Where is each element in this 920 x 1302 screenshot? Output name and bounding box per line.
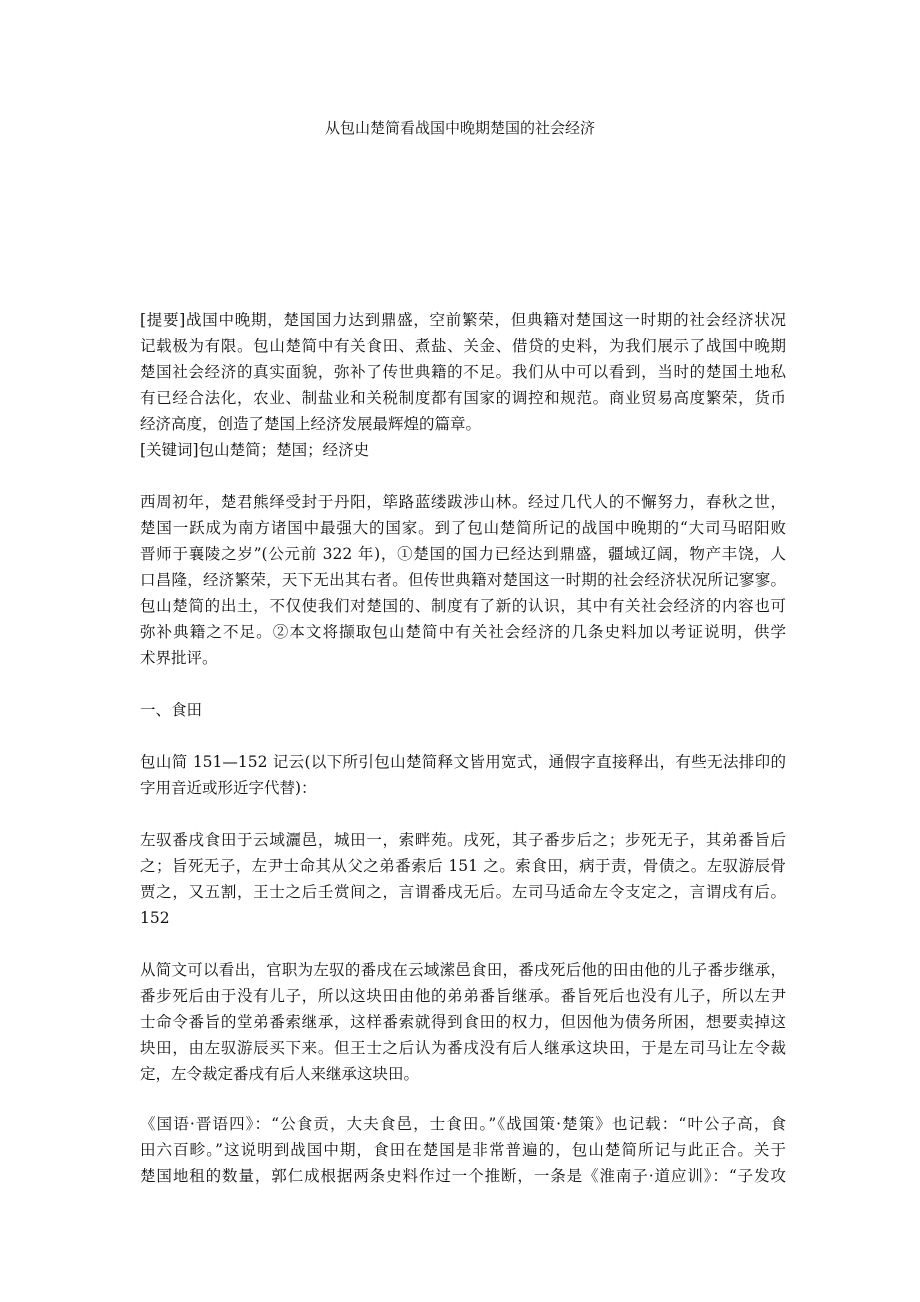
text-line: 包山楚简的出土，不仅使我们对楚国的、制度有了新的认识，其中有关社会经济的内容也可 xyxy=(140,597,786,615)
section-intro-paragraph xyxy=(140,749,786,801)
text-line: 楚国地租的数量，郭仁成根据两条史料作过一个推断，一条是《淮南子·道应训》：“子发攻 xyxy=(140,1167,786,1185)
text-line: 口昌隆，经济繁荣，天下无出其右者。但传世典籍对楚国这一时期的社会经济状况所记寥寥。 xyxy=(140,571,786,589)
text-line: 字用音近或形近字代替)： xyxy=(140,779,317,797)
sources-paragraph xyxy=(140,1111,786,1189)
text-line: 包山简 151—152 记云(以下所引包山楚简释文皆用宽式，通假字直接释出，有些无法排印的 xyxy=(140,753,786,771)
text-line: 经济高度，创造了楚国上经济发展最辉煌的篇章。 xyxy=(140,415,482,433)
text-line: 152 xyxy=(140,909,170,927)
text-line: 术界批评。 xyxy=(140,649,218,667)
text-line: 左驭番戌食田于云域灑邑，城田一，索畔苑。戌死，其子番步后之；步死无子，其弟番旨后 xyxy=(140,831,786,849)
text-line: 楚国社会经济的真实面貌，弥补了传世典籍的不足。我们从中可以看到，当时的楚国土地私 xyxy=(140,363,786,381)
text-line: 之；旨死无子，左尹士命其从父之弟番索后 151 之。索食田，病于责，骨债之。左驭游辰骨 xyxy=(140,857,786,875)
section-heading-block xyxy=(140,697,786,723)
section-heading: 一、食田 xyxy=(140,701,203,719)
text-line: 从简文可以看出，官职为左驭的番戌在云域潆邑食田，番戌死后他的田由他的儿子番步继承， xyxy=(140,961,786,979)
text-line: 西周初年，楚君熊绎受封于丹阳，筚路蓝缕跋涉山林。经过几代人的不懈努力，春秋之世， xyxy=(140,493,786,511)
text-line: 弥补典籍之不足。②本文将撷取包山楚简中有关社会经济的几条史料加以考证说明，供学 xyxy=(140,623,786,641)
text-line: 块田，由左驭游辰买下来。但王士之后认为番戌没有后人继承这块田，于是左司马让左令裁 xyxy=(140,1039,786,1057)
text-line: 番步死后由于没有儿子，所以这块田由他的弟弟番旨继承。番旨死后也没有儿子，所以左尹 xyxy=(140,987,786,1005)
intro-paragraph xyxy=(140,489,786,671)
text-line: 贾之，又五割，王士之后壬赏间之，言谓番戌无后。左司马适命左令支定之，言谓戌有后。 xyxy=(140,883,786,901)
text-line: 田六百畛。”这说明到战国中期，食田在楚国是非常普遍的，包山楚简所记与此正合。关于 xyxy=(140,1141,786,1159)
text-line: 有已经合法化，农业、制盐业和关税制度都有国家的调控和规范。商业贸易高度繁荣，货币 xyxy=(140,389,786,407)
abstract xyxy=(140,307,786,463)
text-line: 记载极为有限。包山楚简中有关食田、煮盐、关金、借贷的史料，为我们展示了战国中晚期 xyxy=(140,337,786,355)
text-line: [关键词]包山楚简；楚国；经济史 xyxy=(140,441,370,459)
text-line: [提要]战国中晚期，楚国国力达到鼎盛，空前繁荣，但典籍对楚国这一时期的社会经济状况 xyxy=(140,311,786,329)
document-title: 从包山楚简看战国中晚期楚国的社会经济 xyxy=(324,119,595,137)
text-line: 楚国一跃成为南方诸国中最强大的国家。到了包山楚简所记的战国中晚期的“大司马昭阳败 xyxy=(140,519,786,537)
text-line: 定，左令裁定番戌有后人来继承这块田。 xyxy=(140,1065,420,1083)
quoted-slip-text xyxy=(140,827,786,931)
text-line: 《国语·晋语四》：“公食贡，大夫食邑，士食田。”《战国策·楚策》也记载：“叶公子高，食 xyxy=(140,1115,786,1133)
analysis-paragraph xyxy=(140,957,786,1087)
text-line: 士命令番旨的堂弟番索继承，这样番索就得到食田的权力，但因他为债务所困，想要卖掉这 xyxy=(140,1013,786,1031)
text-line: 晋师于襄陵之岁”(公元前 322 年)，①楚国的国力已经达到鼎盛，疆域辽阔，物产丰饶，人 xyxy=(140,545,786,563)
